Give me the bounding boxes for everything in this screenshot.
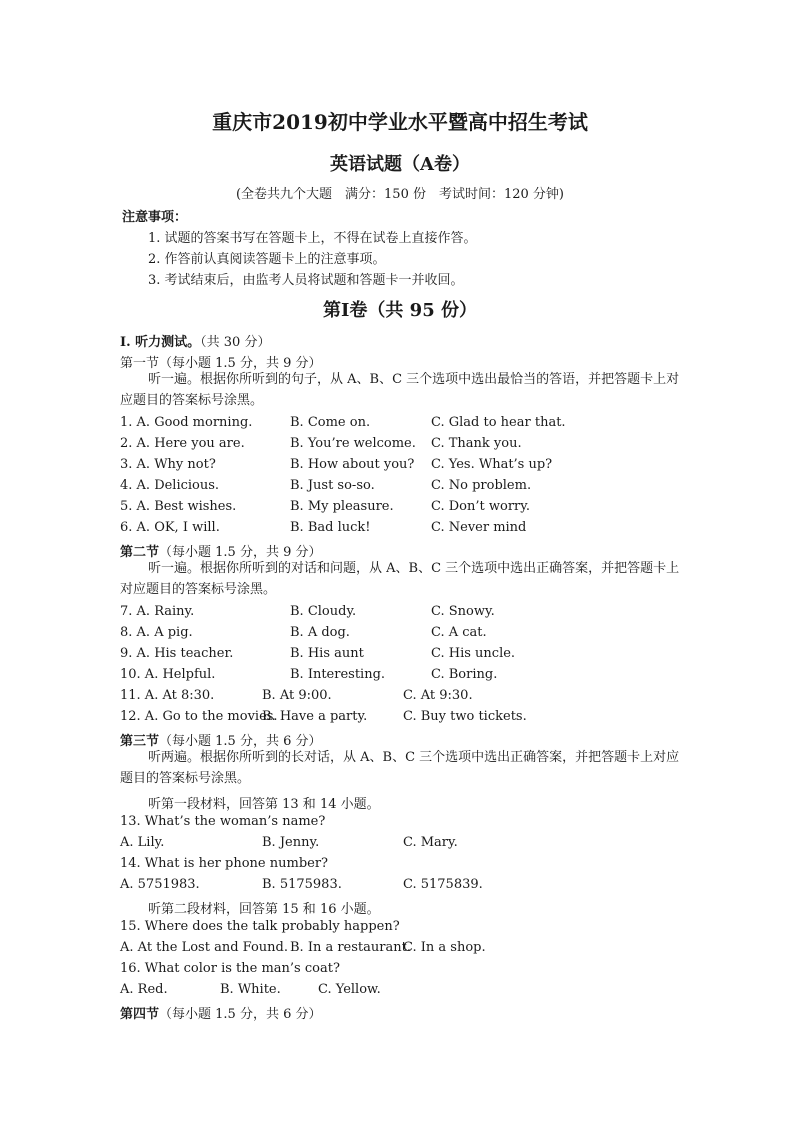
- q7-option-b: B. Cloudy.: [290, 604, 357, 619]
- q14-option-a: A. 5751983.: [120, 877, 200, 892]
- q12-option-b: B. Have a party.: [262, 709, 368, 724]
- q14-option-b: B. 5175983.: [262, 877, 342, 892]
- sec2-heading-bold: 第二节: [120, 545, 160, 560]
- part1-heading-rest: （共 30 分）: [200, 335, 271, 350]
- sec3-instruction: 听两遍。根据你所听到的长对话，从 A、B、C 三个选项中选出正确答案，并把答题卡上对应题目的答案标号涂黑。: [120, 750, 680, 786]
- q8-option-a: 8. A. A pig.: [120, 625, 193, 640]
- q5-option-b: B. My pleasure.: [290, 499, 394, 514]
- q10-option-a: 10. A. Helpful.: [120, 667, 216, 682]
- q4-option-c: C. No problem.: [431, 478, 532, 493]
- q6-option-c: C. Never mind: [431, 520, 527, 535]
- q15-option-c: C. In a shop.: [403, 940, 486, 955]
- exam-info: (全卷共九个大题 满分：150 份 考试时间：120 分钟): [235, 187, 565, 202]
- q7-option-c: C. Snowy.: [431, 604, 495, 619]
- q10-option-b: B. Interesting.: [290, 667, 386, 682]
- notice-title: 注意事项：: [122, 210, 188, 225]
- exam-title: 重庆市2019初中学业水平暨高中招生考试: [212, 110, 588, 134]
- q12-option-a: 12. A. Go to the movies.: [120, 709, 278, 724]
- q4-option-a: 4. A. Delicious.: [120, 478, 220, 493]
- sec4-heading: [120, 1003, 322, 1022]
- q1-option-b: B. Come on.: [290, 415, 371, 430]
- notice-item: 1. 试题的答案书写在答题卡上，不得在试卷上直接作答。: [148, 231, 477, 246]
- sec2-heading-rest: （每小题 1.5 分，共 9 分）: [159, 545, 322, 560]
- q10-option-c: C. Boring.: [431, 667, 498, 682]
- q6-option-b: B. Bad luck!: [290, 520, 371, 535]
- q11-option-a: 11. A. At 8:30.: [120, 688, 215, 703]
- q2-option-c: C. Thank you.: [431, 436, 522, 451]
- sec4-heading-rest: （每小题 1.5 分，共 6 分）: [159, 1007, 322, 1022]
- exam-subtitle: 英语试题（A卷）: [330, 154, 470, 175]
- sec3-heading-rest: （每小题 1.5 分，共 6 分）: [159, 734, 322, 749]
- sec4-heading-bold: 第四节: [120, 1007, 160, 1022]
- notice-item: 3. 考试结束后，由监考人员将试题和答题卡一并收回。: [148, 273, 464, 288]
- q12-option-c: C. Buy two tickets.: [403, 709, 527, 724]
- q5-option-c: C. Don’t worry.: [431, 499, 530, 514]
- material-1-note: 听第一段材料，回答第 13 和 14 小题。: [148, 797, 380, 812]
- q7-option-a: 7. A. Rainy.: [120, 604, 195, 619]
- sec1-instruction: 听一遍。根据你所听到的句子，从 A、B、C 三个选项中选出最恰当的答语，并把答题卡上对应题目的答案标号涂黑。: [120, 372, 680, 408]
- q15-option-a: A. At the Lost and Found.: [120, 940, 288, 955]
- q15-option-b: B. In a restaurant.: [290, 940, 411, 955]
- q16-stem: 16. What color is the man’s coat?: [120, 961, 340, 976]
- material-2-note: 听第二段材料，回答第 15 和 16 小题。: [148, 902, 380, 917]
- q1-option-a: 1. A. Good morning.: [120, 415, 253, 430]
- q5-option-a: 5. A. Best wishes.: [120, 499, 237, 514]
- q11-option-c: C. At 9:30.: [403, 688, 473, 703]
- q9-option-c: C. His uncle.: [431, 646, 516, 661]
- q15-stem: 15. Where does the talk probably happen?: [120, 919, 400, 934]
- q6-option-a: 6. A. OK, I will.: [120, 520, 220, 535]
- q8-option-b: B. A dog.: [290, 625, 350, 640]
- q3-option-c: C. Yes. What’s up?: [431, 457, 553, 472]
- sec2-instruction: 听一遍。根据你所听到的对话和问题，从 A、B、C 三个选项中选出正确答案，并把答题卡上对应题目的答案标号涂黑。: [120, 561, 680, 597]
- q1-option-c: C. Glad to hear that.: [431, 415, 566, 430]
- q13-option-a: A. Lily.: [120, 835, 165, 850]
- q11-option-b: B. At 9:00.: [262, 688, 332, 703]
- q8-option-c: C. A cat.: [431, 625, 487, 640]
- q9-option-a: 9. A. His teacher.: [120, 646, 234, 661]
- q3-option-a: 3. A. Why not?: [120, 457, 216, 472]
- part1-heading: [120, 331, 270, 350]
- q2-option-b: B. You’re welcome.: [290, 436, 416, 451]
- part1-heading-bold: I. 听力测试。: [120, 335, 201, 350]
- q16-option-a: A. Red.: [120, 982, 168, 997]
- q3-option-b: B. How about you?: [290, 457, 415, 472]
- sec1-heading: 第一节（每小题 1.5 分，共 9 分）: [120, 356, 322, 371]
- q16-option-b: B. White.: [220, 982, 281, 997]
- q4-option-b: B. Just so-so.: [290, 478, 375, 493]
- q2-option-a: 2. A. Here you are.: [120, 436, 245, 451]
- volume-title: 第Ⅰ卷（共 95 份）: [322, 300, 477, 321]
- sec3-heading-bold: 第三节: [120, 734, 160, 749]
- q9-option-b: B. His aunt: [290, 646, 364, 661]
- q14-stem: 14. What is her phone number?: [120, 856, 329, 871]
- notice-item: 2. 作答前认真阅读答题卡上的注意事项。: [148, 252, 386, 267]
- q13-option-b: B. Jenny.: [262, 835, 320, 850]
- q14-option-c: C. 5175839.: [403, 877, 483, 892]
- q13-stem: 13. What’s the woman’s name?: [120, 814, 326, 829]
- q16-option-c: C. Yellow.: [318, 982, 381, 997]
- q13-option-c: C. Mary.: [403, 835, 458, 850]
